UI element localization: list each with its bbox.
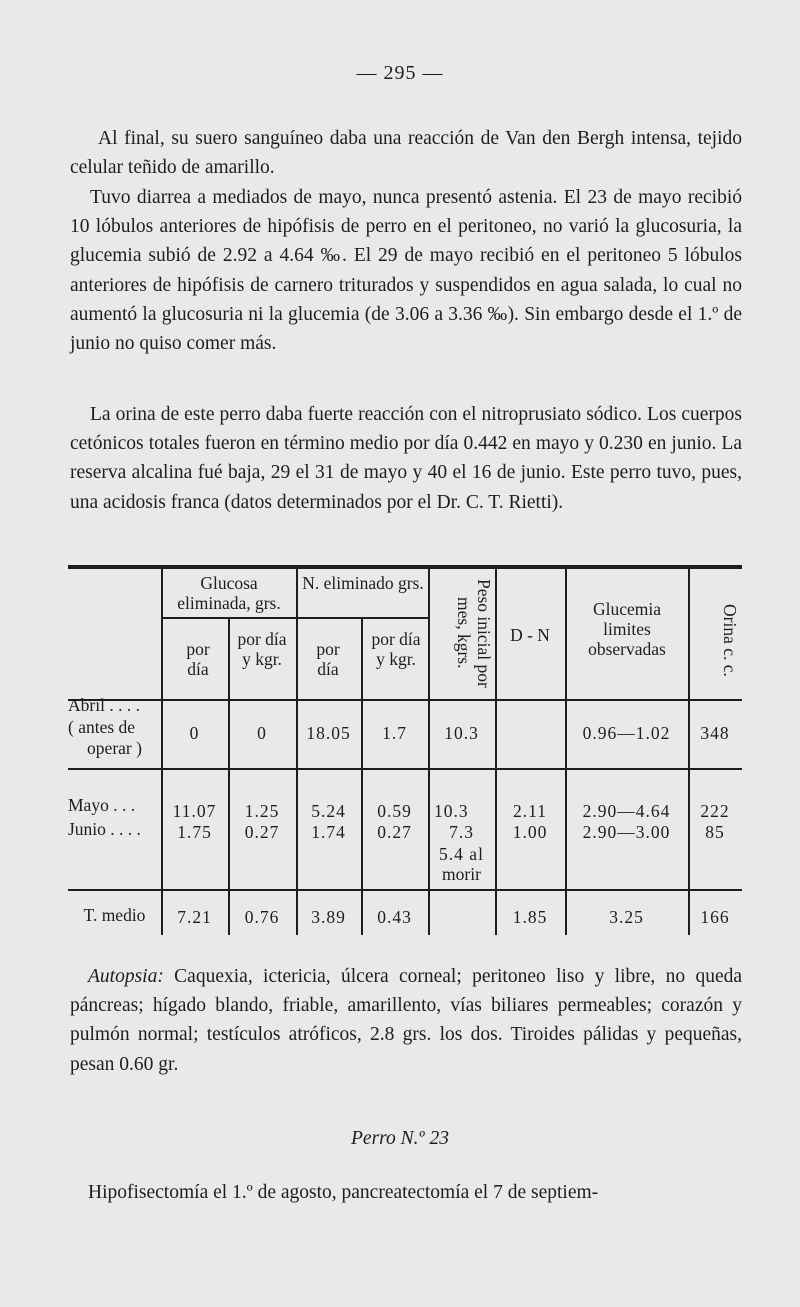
header-glucosa-por-dia-kgr: por día y kgr. xyxy=(237,629,287,669)
row-junio-n-kgr: 0.27 xyxy=(377,822,412,842)
row-abril-glu-kgr: 0 xyxy=(257,723,267,743)
header-n-por-dia: por día xyxy=(316,639,340,679)
row-abril-label-3: operar ) xyxy=(87,738,142,758)
vline-2 xyxy=(228,617,230,935)
row-abril-label-2: ( antes de xyxy=(68,717,136,737)
row-junio-peso-extra-1: 5.4 al xyxy=(439,844,484,864)
row-abril-n-kgr: 1.7 xyxy=(382,723,407,743)
row-medio-orina: 166 xyxy=(700,907,730,927)
header-glucemia: Glucemia limites observadas xyxy=(588,599,666,659)
header-n-por-dia-kgr: por día y kgr. xyxy=(371,629,421,669)
header-glucosa-por-dia: por día xyxy=(186,639,210,679)
row-junio-glu-kgr: 0.27 xyxy=(244,822,280,842)
row-junio-glucemia: 2.90—3.00 xyxy=(582,822,671,842)
autopsia-paragraph xyxy=(70,962,742,1079)
paragraph-2: Tuvo diarrea a mediados de mayo, nunca presentó astenia. El 23 de mayo recibió 10 lóbulos anteriores de hipófisis de perro en el peritoneo, no varió la glucosuria, la glucemia subió de 2.92 a 4.64 ‰. El 29 de mayo recibió en el peritoneo 5 lóbulos anteriores de hipófisis de carnero triturados y suspendidos en agua salada, lo cual no aumentó la glucosuria ni la glucemia (de 3.06 a 3.36 ‰). Sin embargo desde el 1.º de junio no quiso comer más. xyxy=(70,187,742,355)
row-abril-label-1: Abril . . . . xyxy=(68,695,140,715)
row-medio-glu-dia: 7.21 xyxy=(177,907,212,927)
row-junio-glu-dia: 1.75 xyxy=(177,822,212,842)
vline-7 xyxy=(565,569,567,935)
row-medio-glu-kgr: 0.76 xyxy=(244,907,280,927)
perro-heading: Perro N.º 23 xyxy=(351,1128,449,1149)
row-medio-dn: 1.85 xyxy=(512,907,548,927)
page-number: — 295 — xyxy=(356,62,444,84)
abril-bottom-rule xyxy=(68,768,742,770)
vline-8 xyxy=(688,569,690,935)
autopsia-label: Autopsia: xyxy=(88,966,164,987)
row-mayo-n-kgr: 0.59 xyxy=(377,801,412,821)
row-mayo-dn: 2.11 xyxy=(513,801,547,821)
paragraph-1: Al final, su suero sanguíneo daba una reacción de Van den Bergh intensa, tejido celular teñido de amarillo. xyxy=(70,128,742,179)
paragraph-3: La orina de este perro daba fuerte reacción con el nitroprusiato sódico. Los cuerpos cetónicos totales fueron en término medio por día 0.442 en mayo y 0.230 en junio. La reserva alcalina fué baja, 29 el 31 de mayo y 40 el 16 de junio. Este perro tuvo, pues, una acidosis franca (datos determinados por el Dr. C. T. Rietti). xyxy=(70,404,742,513)
row-mayo-glu-kgr: 1.25 xyxy=(244,801,280,821)
row-medio-n-dia: 3.89 xyxy=(311,907,346,927)
row-junio-peso: 7.3 xyxy=(449,822,474,842)
row-abril-glucemia: 0.96—1.02 xyxy=(582,723,671,743)
header-glucosa: Glucosa eliminada, grs. xyxy=(177,573,281,613)
vline-3 xyxy=(296,569,298,935)
header-orina: Orina c. c. xyxy=(720,603,740,677)
row-abril-peso: 10.3 xyxy=(444,723,479,743)
header-dn: D - N xyxy=(510,625,550,645)
row-junio-dn: 1.00 xyxy=(512,822,548,842)
row-junio-label: Junio . . . . xyxy=(68,819,141,839)
last-line: Hipofisectomía el 1.º de agosto, pancreatectomía el 7 de septiem- xyxy=(88,1182,599,1203)
row-abril-glu-dia: 0 xyxy=(189,723,200,743)
row-medio-n-kgr: 0.43 xyxy=(377,907,412,927)
row-abril-orina: 348 xyxy=(700,723,730,743)
table-top-rule xyxy=(68,565,742,569)
row-junio-orina: 85 xyxy=(705,822,725,842)
vline-6 xyxy=(495,569,497,935)
row-abril-n-dia: 18.05 xyxy=(306,723,351,743)
row-mayo-peso: 10.3 xyxy=(434,801,469,821)
header-nitrogeno: N. eliminado grs. xyxy=(302,573,424,593)
header-peso: Peso inicial por mes, kgrs. xyxy=(454,578,494,688)
row-mayo-label: Mayo . . . xyxy=(68,795,136,815)
row-mayo-glucemia: 2.90—4.64 xyxy=(582,801,671,821)
row-junio-n-dia: 1.74 xyxy=(311,822,346,842)
row-mayo-glu-dia: 11.07 xyxy=(172,801,217,821)
vline-4 xyxy=(361,617,363,935)
row-medio-label: T. medio xyxy=(83,905,146,925)
vline-1 xyxy=(161,569,163,935)
nitrogeno-sub-rule xyxy=(296,617,428,619)
row-junio-peso-extra-2: morir xyxy=(442,864,481,884)
junio-bottom-rule xyxy=(68,889,742,891)
autopsia-text: Caquexia, ictericia, úlcera corneal; peritoneo liso y libre, no queda páncreas; hígado blando, friable, amarillento, vías biliares permeables; corazón y pulmón normal; testículos atróficos, 2.8 grs. los dos. Tiroides pálidas y pequeñas, pesan 0.60 gr. xyxy=(70,966,742,1075)
row-mayo-orina: 222 xyxy=(700,801,730,821)
data-table xyxy=(68,565,742,935)
header-bottom-rule xyxy=(68,699,742,701)
glucosa-sub-rule xyxy=(161,617,296,619)
row-mayo-n-dia: 5.24 xyxy=(311,801,346,821)
row-medio-glucemia: 3.25 xyxy=(609,907,644,927)
